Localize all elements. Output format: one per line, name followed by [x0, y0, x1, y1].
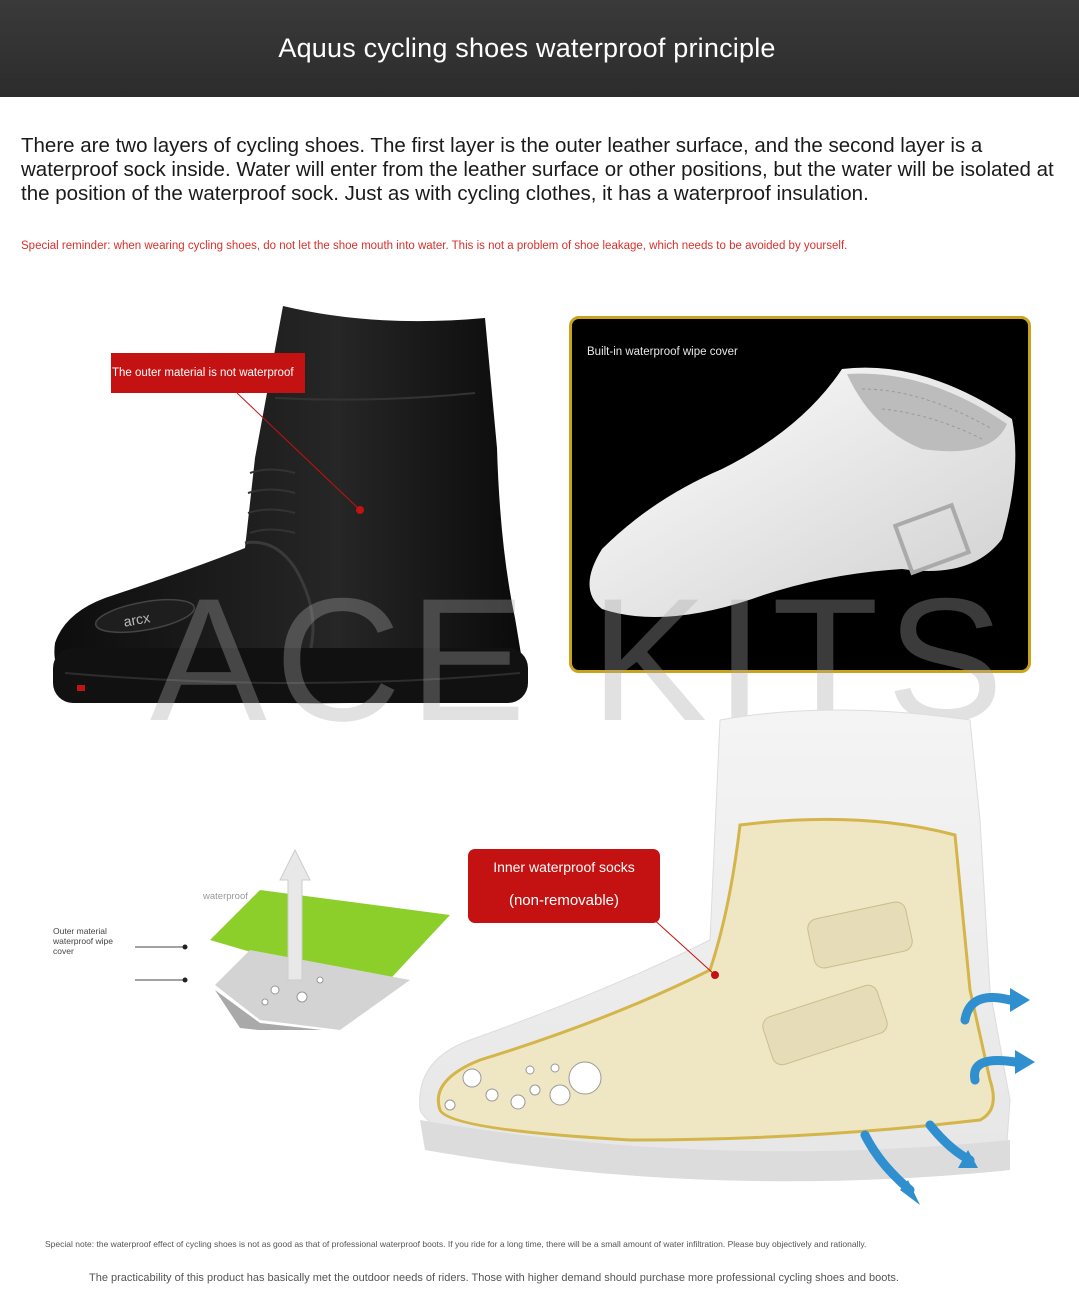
- sock-panel-label: Built-in waterproof wipe cover: [587, 346, 738, 358]
- outer-material-label: Outer material waterproof wipe cover: [53, 926, 114, 956]
- page-title: Aquus cycling shoes waterproof principle: [278, 33, 776, 63]
- inner-sock-callout-line1: Inner waterproof socks: [493, 859, 635, 875]
- page-header: [0, 0, 1079, 97]
- waterproof-sock-image: [572, 319, 1028, 670]
- special-reminder: Special reminder: when wearing cycling shoes, do not let the shoe mouth into water. This is not a problem of shoe leakage, which needs to be avoided by yourself.: [21, 240, 848, 252]
- watermark: ACE KITS: [150, 563, 1012, 758]
- practicability-note: The practicability of this product has basically met the outdoor needs of riders. Those with higher demand should purchase more professional cycling shoes and boots.: [89, 1272, 899, 1284]
- waterproof-sock-panel: [569, 316, 1031, 673]
- boot-brand-mark: arcx: [122, 609, 152, 630]
- inner-sock-callout: [468, 849, 660, 923]
- inner-sock-callout-line2: (non-removable): [508, 892, 620, 909]
- outer-material-callout: The outer material is not waterproof: [111, 353, 305, 393]
- intro-paragraph: There are two layers of cycling shoes. The first layer is the outer leather surface, and the second layer is a waterproof sock inside. Water will enter from the leather surface or other positions, but the water will be isolated at the position of the waterproof sock. Just as with cycling clothes, it has a waterproof insulation.: [21, 134, 1054, 205]
- white-boot-cutaway-image: [410, 700, 1040, 1220]
- special-note: Special note: the waterproof effect of cycling shoes is not as good as that of professional waterproof boots. If you ride for a long time, there will be a small amount of water infiltration. Please buy objectively and rationally.: [45, 1239, 867, 1249]
- waterproof-arrow-label: waterproof: [203, 891, 248, 902]
